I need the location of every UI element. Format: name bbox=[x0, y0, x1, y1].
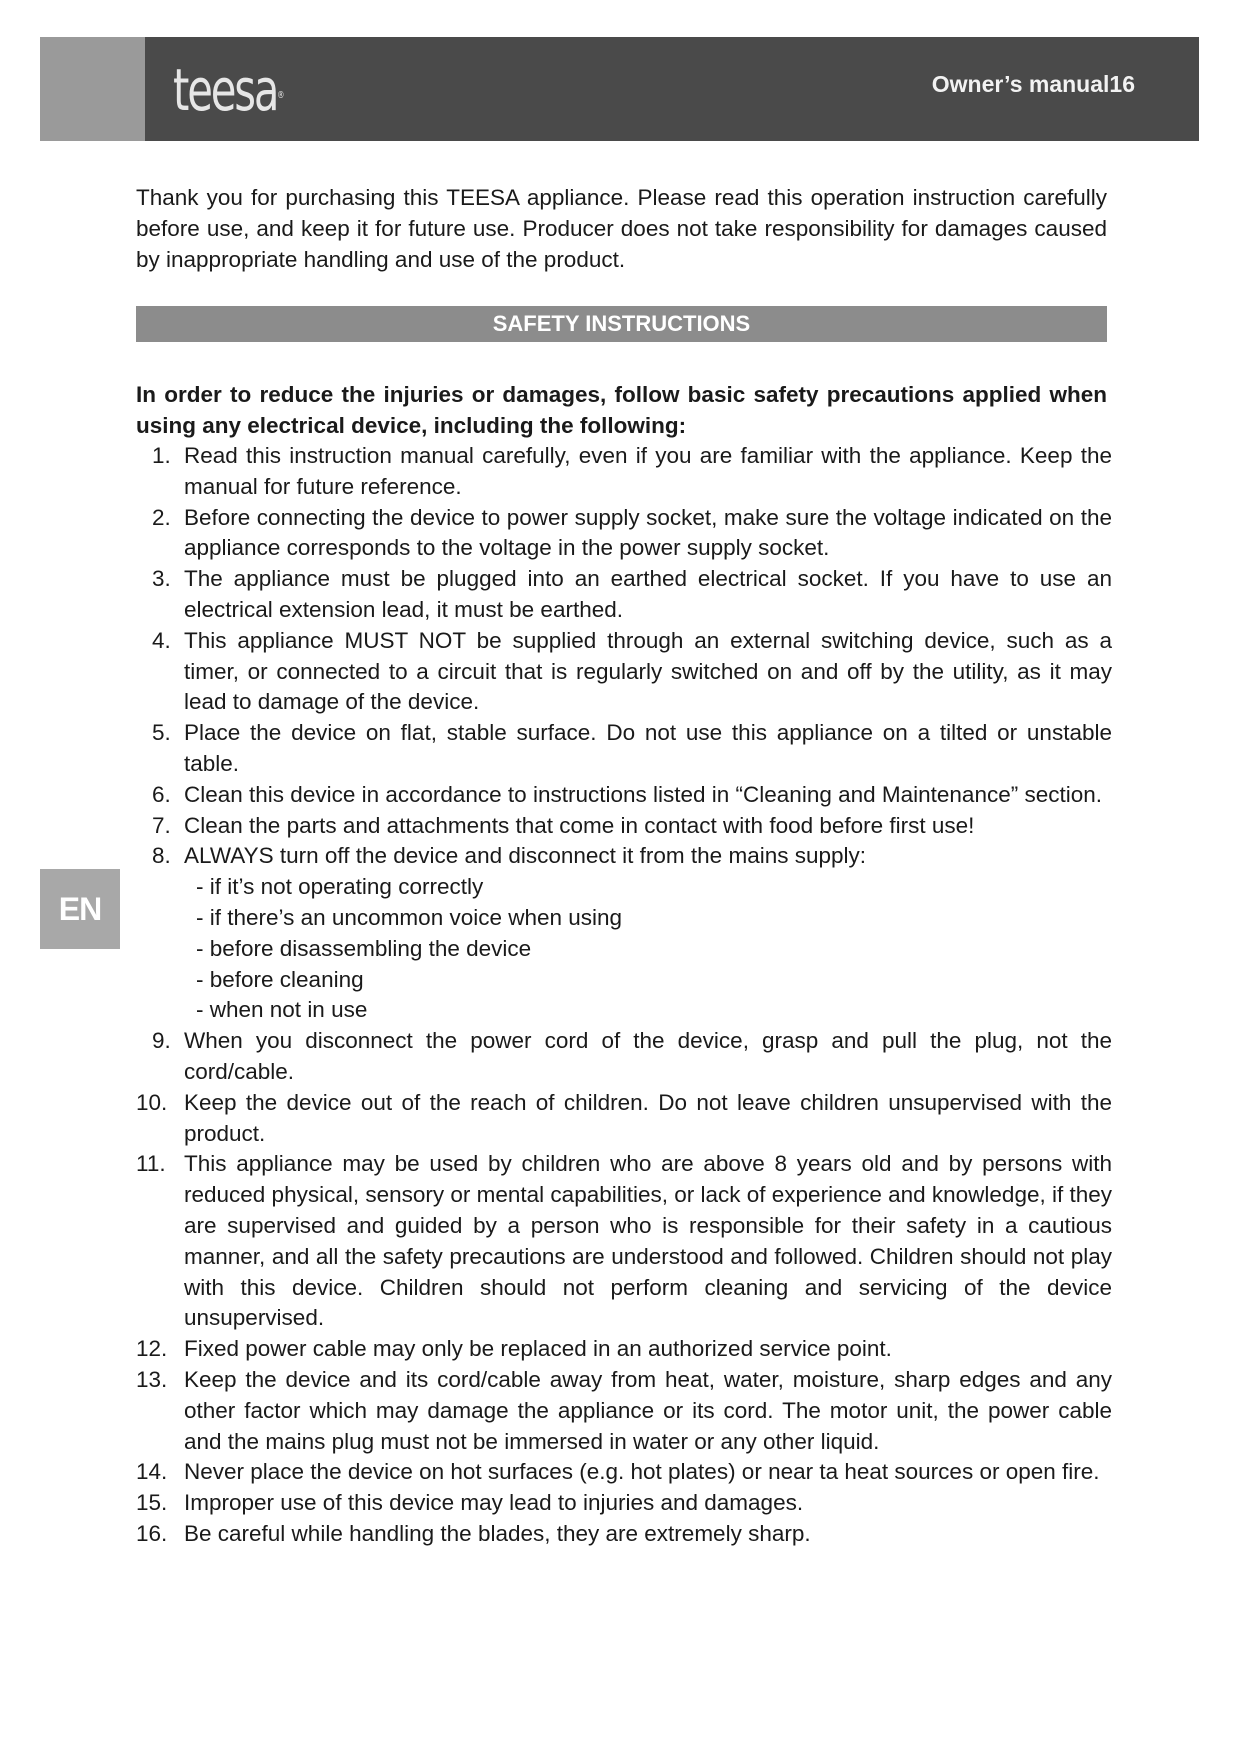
intro-paragraph: Thank you for purchasing this TEESA appliance. Please read this operation instruction carefully before use, and keep it for future use. Producer does not take responsibility for damages caused by inappropriate handling and use of the product. bbox=[136, 185, 1107, 272]
list-item: 8. ALWAYS turn off the device and disconnect it from the mains supply: - if it’s not operating correctly - if there’s an uncommon voice when using - before disassembling the device - before cleaning - when not in use bbox=[136, 841, 1112, 1026]
sub-list-item: - if it’s not operating correctly bbox=[196, 874, 484, 900]
list-item: 3. The appliance must be plugged into an earthed electrical socket. If you have to use an electrical extension lead, it must be earthed. bbox=[152, 566, 1112, 622]
list-item: 15. Improper use of this device may lead to injuries and damages. bbox=[136, 1490, 804, 1516]
brand-logo: teesa® bbox=[173, 56, 285, 124]
list-item: 6. Clean this device in accordance to instructions listed in “Cleaning and Maintenance” section. bbox=[152, 781, 1103, 807]
header-accent-block bbox=[40, 37, 145, 141]
sub-list-item: - when not in use bbox=[196, 997, 368, 1023]
list-item: 2. Before connecting the device to power supply socket, make sure the voltage indicated on the appliance corresponds to the voltage in the power supply socket. bbox=[152, 504, 1112, 561]
list-item: 11. This appliance may be used by children who are above 8 years old and by persons with reduced physical, sensory or mental capabilities, or lack of experience and knowledge, if they are supervised and guided by a person who is responsible for their safety in a cautious manner, and all the safety precautions are understood and followed. Children should not play with this device. Children should not perform cleaning and servicing of the device unsupervised. bbox=[136, 1151, 1113, 1331]
list-item: 16. Be careful while handling the blades, they are extremely sharp. bbox=[136, 1520, 811, 1546]
list-item: 5. Place the device on flat, stable surface. Do not use this appliance on a tilted or unstable table. bbox=[152, 720, 1112, 776]
list-item: 1. Read this instruction manual carefully, even if you are familiar with the appliance. Keep the manual for future reference. bbox=[152, 443, 1112, 499]
sub-list bbox=[184, 872, 1112, 1026]
safety-list bbox=[136, 441, 1112, 1550]
sub-list-item: - if there’s an uncommon voice when using bbox=[196, 904, 623, 930]
list-item: 4. This appliance MUST NOT be supplied through an external switching device, such as a timer, or connected to a circuit that is regularly switched on and off by the utility, as it may lead to damage of the device. bbox=[152, 627, 1112, 715]
section-title-bar: SAFETY INSTRUCTIONS bbox=[136, 306, 1107, 342]
sub-list-item: - before disassembling the device bbox=[196, 935, 532, 961]
list-item: 14. Never place the device on hot surfaces (e.g. hot plates) or near ta heat sources or open fire. bbox=[136, 1459, 1100, 1485]
lead-paragraph: In order to reduce the injuries or damages, follow basic safety precautions applied when using any electrical device, including the following: bbox=[136, 382, 1107, 438]
list-item: 9. When you disconnect the power cord of the device, grasp and pull the plug, not the cord/cable. bbox=[152, 1028, 1112, 1084]
sub-list-item: - before cleaning bbox=[196, 966, 364, 992]
list-item: 7. Clean the parts and attachments that come in contact with food before first use! bbox=[152, 812, 975, 838]
language-tab: EN bbox=[40, 869, 120, 949]
list-item: 10. Keep the device out of the reach of children. Do not leave children unsupervised with the product. bbox=[136, 1089, 1112, 1146]
list-item: 12. Fixed power cable may only be replaced in an authorized service point. bbox=[136, 1336, 892, 1362]
manual-title: Owner’s manual16 bbox=[931, 71, 1135, 97]
list-item: 13. Keep the device and its cord/cable away from heat, water, moisture, sharp edges and any other factor which may damage the appliance or its cord. The motor unit, the power cable and the mains plug must not be immersed in water or any other liquid. bbox=[136, 1366, 1112, 1454]
page-header bbox=[40, 37, 1199, 141]
